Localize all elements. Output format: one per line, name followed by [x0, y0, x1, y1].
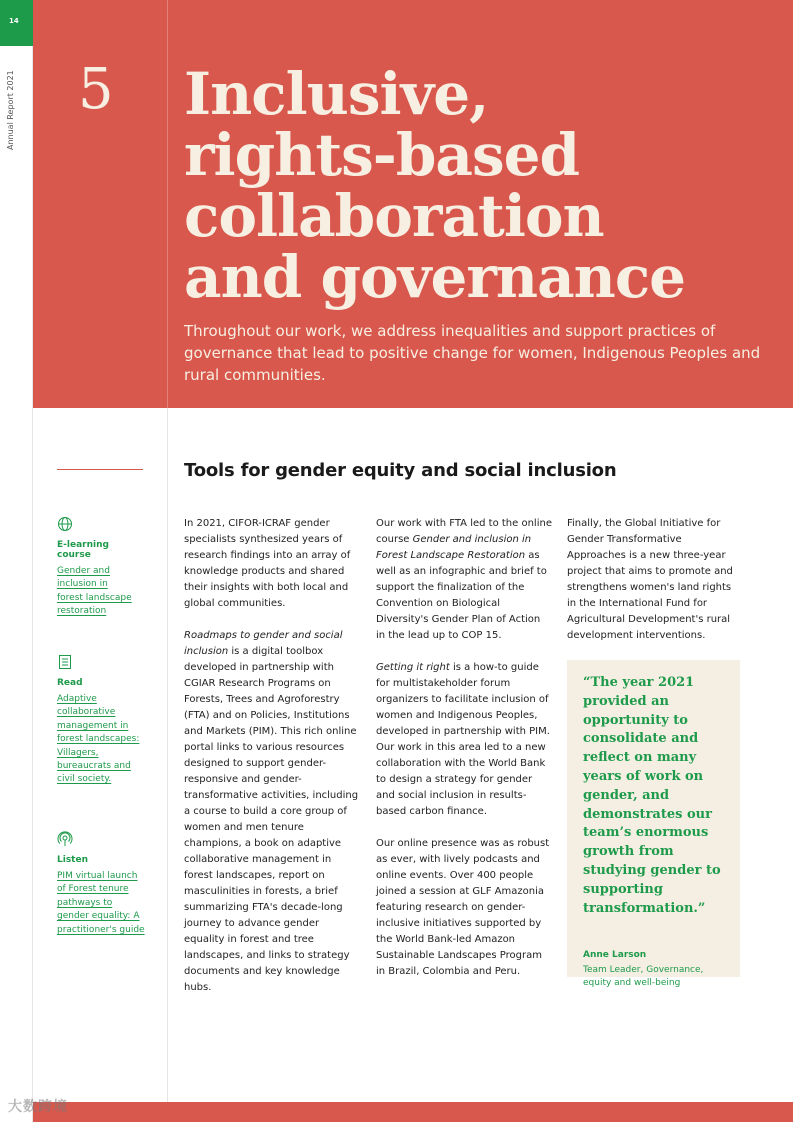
paragraph-text: is a digital toolbox developed in partnership with CGIAR Research Programs on Forests, Trees and Agroforestry (FTA) and on Policies, Institutions and Markets (PIM). This rich online portal links to various resources designed to support gender-responsive and gender-transformative activities, including a course to build a core group of women and men tenure champions, a book on adaptive collaborative management in forest landscapes, report on masculinities in forests, a brief summarizing FTA's decade-long journey to advance gender equality in forest and tree landscapes, and links to strategy documents and key knowledge hubs.: [184, 646, 359, 993]
link-line: pathways to: [57, 897, 113, 908]
read-link[interactable]: [57, 693, 145, 787]
link-line: restoration: [57, 606, 107, 617]
globe-icon: [57, 516, 73, 532]
left-rail: [0, 0, 33, 1122]
chapter-title-line: and governance: [184, 243, 686, 311]
quote-role: Team Leader, Governance, equity and well-being: [583, 965, 704, 989]
link-line: PIM virtual launch: [57, 871, 138, 881]
link-line: forest landscapes:: [57, 734, 140, 745]
chapter-title-line: Inclusive,: [184, 60, 489, 128]
watermark: 大数跨境: [8, 1099, 68, 1115]
link-line: Villagers,: [57, 747, 99, 758]
body-column-2: [376, 516, 552, 996]
running-head: Annual Report 2021: [6, 70, 15, 150]
listen-link[interactable]: [57, 870, 145, 937]
resource-read: [57, 654, 145, 787]
quote-text: “The year 2021 provided an opportunity to consolidate and reflect on many years of work on gender, and demonstrates our team’s enormous growth from studying gender to supporting transformation.”: [583, 675, 721, 916]
document-icon: [57, 654, 73, 670]
paragraph-text: is a how-to guide for multistakeholder forum organizers to facilitate inclusion of women and Indigenous Peoples, developed in partnership with PIM. Our work in this area led to a new collaboration with the World Bank to design a strategy for gender and social inclusion in results-based carbon finance.: [376, 662, 550, 817]
resource-label: Listen: [57, 855, 88, 865]
paragraph: [184, 628, 360, 996]
page-number: 14: [0, 0, 33, 46]
hero-divider: [167, 0, 168, 408]
link-line: Gender and: [57, 566, 110, 576]
italic-title: Roadmaps to gender and social inclusion: [184, 630, 343, 657]
paragraph: [376, 516, 552, 644]
body-column-1: [184, 516, 360, 1012]
link-line: collaborative: [57, 707, 116, 718]
paragraph-text: Our work with FTA led to the online course: [376, 518, 552, 545]
resource-label: E-learning course: [57, 540, 109, 560]
paragraph: Finally, the Global Initiative for Gender Transformative Approaches is a new three-year project that aims to promote and strengthens women's land rights in the International Fund for Agricultural Development's rural development interventions.: [567, 518, 733, 641]
link-line: of Forest tenure: [57, 884, 129, 895]
resource-elearning: [57, 516, 145, 619]
link-line: inclusion in: [57, 579, 108, 590]
elearning-link[interactable]: [57, 565, 145, 619]
quote-author: Anne Larson: [583, 950, 647, 961]
paragraph: [376, 660, 552, 820]
podcast-icon: [57, 831, 73, 847]
link-line: management in: [57, 720, 129, 731]
paragraph-text: as well as an infographic and brief to support the finalization of the Convention on Biological Diversity's Gender Plan of Action in the lead up to COP 15.: [376, 550, 547, 641]
paragraph: In 2021, CIFOR-ICRAF gender specialists synthesized years of research findings into an array of knowledge products and shared their insights with both local and global communities.: [184, 518, 351, 609]
section-rule: [57, 469, 143, 470]
resource-label: Read: [57, 678, 83, 688]
link-line: forest landscape: [57, 592, 132, 603]
link-line: gender equality: A: [57, 911, 140, 922]
resource-listen: [57, 831, 145, 937]
link-line: bureaucrats and: [57, 761, 131, 772]
chapter-title: [184, 60, 774, 311]
link-line: civil society.: [57, 774, 112, 785]
chapter-number: 5: [78, 57, 114, 122]
bottom-band: [33, 1102, 793, 1122]
italic-title: Gender and inclusion in Forest Landscape Restoration: [376, 534, 532, 561]
italic-title: Getting it right: [376, 662, 450, 673]
chapter-title-line: rights-based: [184, 121, 580, 189]
link-line: Adaptive: [57, 694, 97, 704]
section-title: Tools for gender equity and social inclusion: [184, 460, 617, 481]
link-line: practitioner's guide: [57, 924, 145, 935]
body-column-3: [567, 516, 743, 660]
chapter-intro: Throughout our work, we address inequalities and support practices of governance that lead to positive change for women, Indigenous Peoples and rural communities.: [184, 322, 761, 384]
paragraph: Our online presence was as robust as ever, with lively podcasts and online events. Over 400 people joined a session at GLF Amazonia featuring research on gender-inclusive initiatives supported by the World Bank-led Amazon Sustainable Landscapes Program in Brazil, Colombia and Peru.: [376, 838, 550, 977]
pull-quote: [567, 660, 740, 989]
chapter-title-line: collaboration: [184, 182, 604, 250]
